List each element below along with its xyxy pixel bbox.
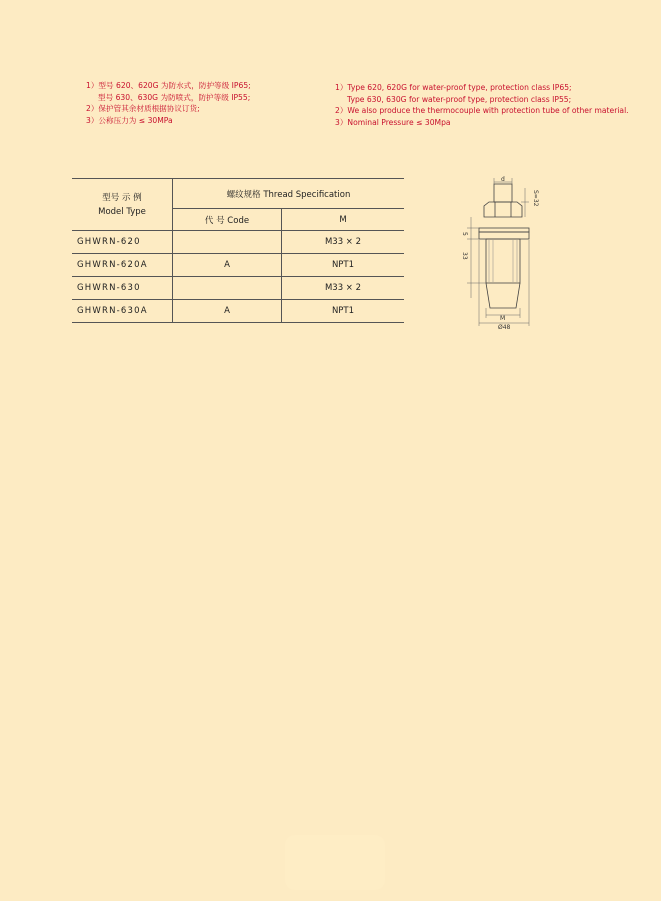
model-cell: GHWRN-630 <box>72 277 173 300</box>
note-en-1: 1）Type 620, 620G for water-proof type, protection class IP65; <box>335 83 572 92</box>
model-type-header <box>72 179 173 231</box>
table-row <box>72 254 404 277</box>
note-en-2: 2）We also produce the thermocouple with protection tube of other material. <box>335 106 629 115</box>
notes-english <box>335 82 629 128</box>
note-en-3: 3）Nominal Pressure ≤ 30Mpa <box>335 117 451 127</box>
note-cn-3: 3）公称压力为 ≤ 30MPa <box>86 115 173 125</box>
model-cell: GHWRN-620A <box>72 254 173 277</box>
model-cell: GHWRN-630A <box>72 300 173 323</box>
model-cell: GHWRN-620 <box>72 231 173 254</box>
drawing-stem <box>494 184 512 202</box>
dim-label-s: S=32 <box>532 190 539 207</box>
dim-label-5: 5 <box>461 232 468 236</box>
m-cell: M33 × 2 <box>282 231 405 254</box>
m-header: M <box>282 209 405 231</box>
note-cn-1: 1）型号 620、620G 为防水式，防护等级 IP65; <box>86 81 251 90</box>
drawing-hex-nut <box>484 202 522 217</box>
note-cn-1b: 型号 630、630G 为防喷式，防护等级 IP55; <box>98 92 251 102</box>
code-header: 代 号 Code <box>173 209 282 231</box>
note-cn-2: 2）保护管其余材质根据协议订货; <box>86 104 200 113</box>
code-cell <box>173 277 282 300</box>
table-row <box>72 300 404 323</box>
m-cell: NPT1 <box>282 300 405 323</box>
code-cell: A <box>173 254 282 277</box>
dim-label-d: d <box>501 176 505 183</box>
drawing-taper <box>486 283 520 308</box>
code-cell: A <box>173 300 282 323</box>
table-header-row <box>72 179 404 209</box>
model-type-header-en: Model Type <box>98 206 146 217</box>
notes-chinese <box>86 80 251 126</box>
dim-label-33: 33 <box>461 252 468 260</box>
m-cell: M33 × 2 <box>282 277 405 300</box>
note-en-1b: Type 630, 630G for water-proof type, protection class IP55; <box>347 94 572 104</box>
drawing-flange <box>479 232 529 239</box>
thread-spec-header: 螺纹规格 Thread Specification <box>173 179 405 209</box>
table-row <box>72 277 404 300</box>
drawing-thread-body <box>486 239 520 283</box>
thread-spec-table <box>72 178 404 323</box>
code-cell <box>173 231 282 254</box>
dim-label-diameter: Ø48 <box>498 324 511 331</box>
m-cell: NPT1 <box>282 254 405 277</box>
background-highlight <box>285 835 385 890</box>
model-type-header-cn: 型号 示 例 <box>102 192 142 203</box>
dim-label-m: M <box>500 315 506 322</box>
fitting-technical-drawing <box>455 172 555 337</box>
table-row <box>72 231 404 254</box>
